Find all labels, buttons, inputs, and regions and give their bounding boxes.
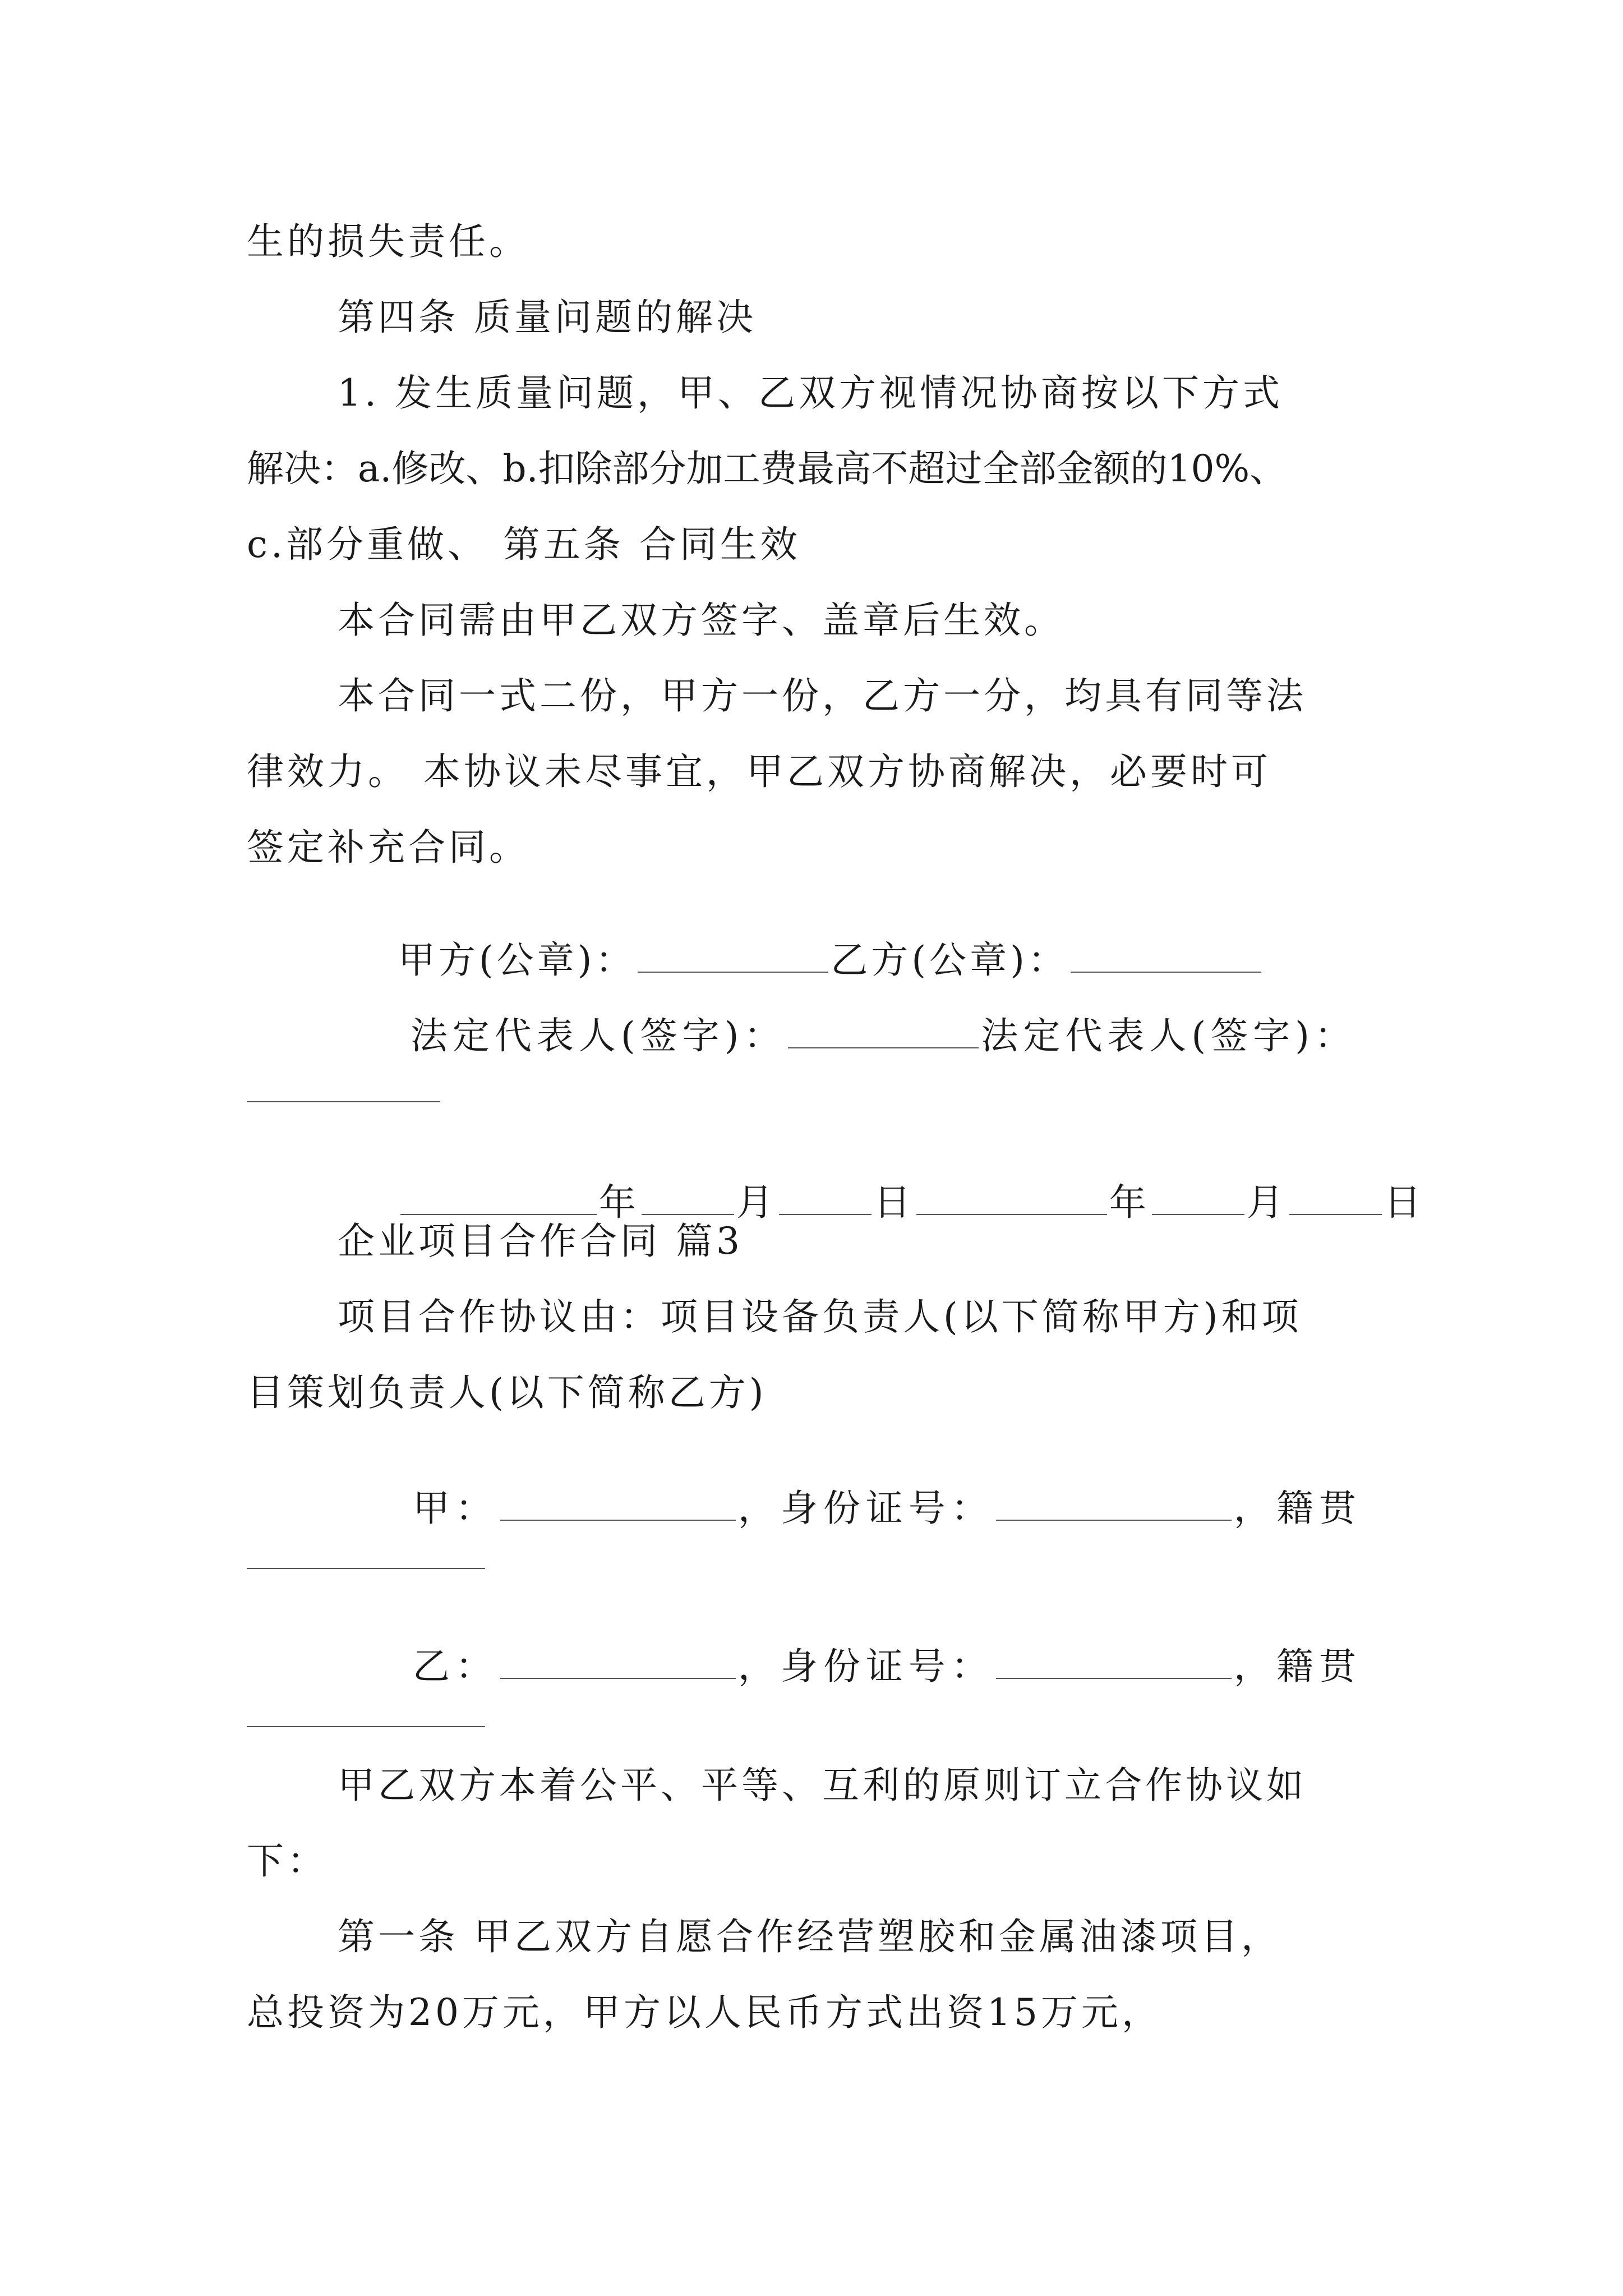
text-line: 下： — [247, 1839, 328, 1883]
text-line: 1. 发生质量问题，甲、乙双方视情况协商按以下方式 — [338, 371, 1283, 415]
text-line: 生的损失责任。 — [247, 220, 529, 263]
text-line: 总投资为20万元，甲方以人民币方式出资15万元， — [247, 1991, 1162, 2034]
party-a-rep-label: 法定代表人(签字)： — [410, 1014, 786, 1057]
month-label: 月 — [736, 1181, 777, 1224]
party-a-name-blank[interactable] — [500, 1519, 736, 1521]
month-blank-a[interactable] — [642, 1213, 734, 1215]
article-heading: 第四条 质量问题的解决 — [338, 296, 757, 339]
text-line: 本合同需由甲乙双方签字、盖章后生效。 — [338, 599, 1064, 642]
year-blank-a[interactable] — [400, 1213, 597, 1215]
month-blank-b[interactable] — [1152, 1213, 1244, 1215]
day-label: 日 — [1384, 1181, 1424, 1224]
party-b-rep-label: 法定代表人(签字)： — [981, 1014, 1357, 1057]
text-line: 律效力。 本协议未尽事宜，甲乙双方协商解决，必要时可 — [247, 750, 1271, 793]
party-a-id-blank[interactable] — [996, 1519, 1232, 1521]
party-a-seal-blank[interactable] — [638, 971, 828, 973]
native-place-label: ，籍贯 — [1233, 1645, 1362, 1688]
party-a-rep-blank[interactable] — [788, 1047, 979, 1048]
party-b-seal-blank[interactable] — [1071, 971, 1261, 973]
year-blank-b[interactable] — [916, 1213, 1107, 1215]
party-a-seal-label: 甲方(公章)： — [398, 938, 636, 982]
party-b-info-line — [343, 1611, 1362, 1722]
text-line: 签定补充合同。 — [247, 826, 529, 869]
text-line: 本合同一式二份，甲方一份，乙方一分，均具有同等法 — [338, 674, 1307, 717]
text-line: c.部分重做、 第五条 合同生效 — [247, 523, 801, 566]
id-number-label: ，身份证号： — [737, 1487, 994, 1530]
text-line: 解决：a.修改、b.扣除部分加工费最高不超过全部金额的10%、 — [247, 447, 1287, 490]
year-label: 年 — [1109, 1181, 1150, 1224]
day-blank-a[interactable] — [779, 1213, 872, 1215]
month-label: 月 — [1246, 1181, 1287, 1224]
party-b-seal-label: 乙方(公章)： — [831, 938, 1068, 982]
representative-line — [343, 981, 1357, 1092]
party-b-name-blank[interactable] — [500, 1677, 736, 1679]
party-a-label: 甲： — [412, 1487, 498, 1530]
id-number-label: ，身份证号： — [737, 1645, 994, 1688]
party-b-id-blank[interactable] — [996, 1677, 1232, 1679]
section-title: 企业项目合作合同 篇3 — [338, 1220, 743, 1263]
party-b-native-blank[interactable] — [247, 1726, 485, 1727]
text-line: 甲乙双方本着公平、平等、互利的原则订立合作协议如 — [338, 1764, 1307, 1807]
party-b-rep-blank[interactable] — [247, 1101, 440, 1102]
day-label: 日 — [873, 1181, 914, 1224]
day-blank-b[interactable] — [1289, 1213, 1382, 1215]
year-label: 年 — [598, 1181, 639, 1224]
party-a-info-line — [343, 1453, 1362, 1564]
native-place-label: ，籍贯 — [1233, 1487, 1362, 1530]
text-line: 目策划负责人(以下简称乙方) — [247, 1371, 767, 1414]
text-line: 项目合作协议由：项目设备负责人(以下简称甲方)和项 — [338, 1295, 1302, 1338]
party-a-native-blank[interactable] — [247, 1568, 485, 1569]
party-b-label: 乙： — [412, 1645, 498, 1688]
article-heading: 第一条 甲乙双方自愿合作经营塑胶和金属油漆项目， — [338, 1915, 1281, 1958]
